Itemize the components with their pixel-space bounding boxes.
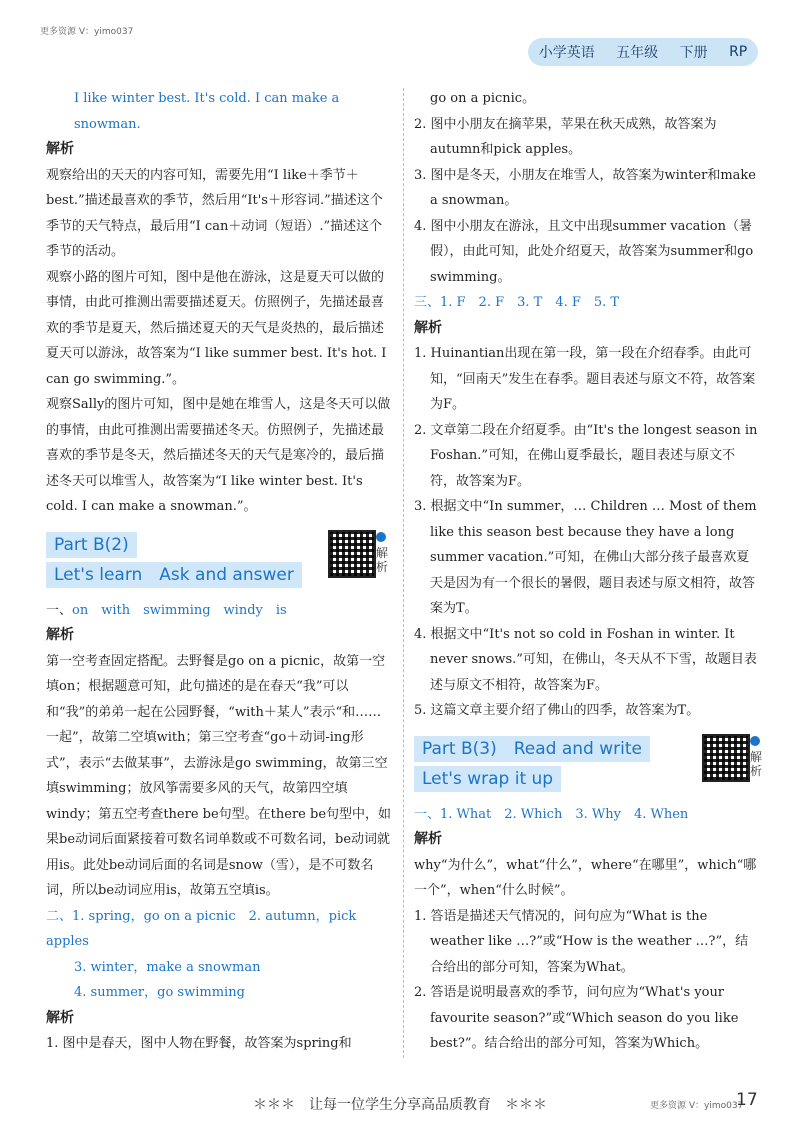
left-column [46,86,392,1057]
section-title: Part B(2) [46,532,137,558]
section-title-b3: Part B(3) Read and write [414,736,650,762]
tag-volume: 下册 [679,45,708,61]
answer-explanation-2: 2. 图中小朋友在摘苹果，苹果在秋天成熟，故答案为autumn和pick apples。 [414,116,717,157]
answer-section-3: 三、1. F 2. F 3. T 4. F 5. T [414,295,620,310]
answer-section-2-line-3: 4. summer，go swimming [74,985,245,1000]
answer-section-4: 一、1. What 2. Which 3. Why 4. When [414,806,689,822]
answer-prefix: 一、 [46,602,73,618]
analysis-paragraph-4: 第一空考查固定搭配。去野餐是go on a picnic，故第一空填on；根据题意可知，此句描述的是在春天“我”可以和“我”的弟弟一起在公园野餐，“with＋某人”表示“和……一起”，故第二空填with；第三空考查“go＋动词-ing形式”，表示“去做某事”，去游泳是go swimming，故第三空填swimming；放风筝需要多风的天气，故第四空填windy；第五空考查there be句型。在there be句型中，如果be动词后面紧接着可数名词单数或不可数名词，be动词就用is。此处be动词后面的名词是snow（雪），是不可数名词，所以be动词应用is，故第五空填is。 [46,653,392,898]
analysis-label-2: 解析 [46,627,74,643]
answer-section-2-line-1: 二、1. spring，go on a picnic 2. autumn，pick apples [46,908,357,949]
analysis-paragraph-3: 观察Sally的图片可知，图中是她在堆雪人，这是冬天可以做的事情，由此可推测出需要描述冬天。仿照例子，先描述最喜欢的季节是冬天，然后描述冬天的天气是寒冷的，最后描述冬天可以堆雪人，故答案为“I like winter best. It's cold. I can make a snowman.”。 [46,397,391,514]
column-divider [403,88,404,1058]
analysis-paragraph-1: 观察给出的天天的内容可知，需要先用“I like＋季节＋best.”描述最喜欢的季节，然后用“It's＋形容词.”描述这个季节的天气特点，最后用“I can＋动词（短语）.”描述这个季节的活动。 [46,167,383,259]
reading-explanation-1: 1. Huinantian出现在第一段，第一段在介绍春季。由此可知，“回南天”发生在春季。题目表述与原文不符，故答案为F。 [414,346,756,412]
subject-tag-bar [528,38,758,66]
answer-explanation-4: 4. 图中小朋友在游泳，且文中出现summer vacation（暑假），由此可知，此处介绍夏天，故答案为summer和go swimming。 [414,218,754,285]
qr-code-icon[interactable] [328,530,376,578]
play-icon [750,736,760,746]
intro-line-1: I like winter best. It's cold. I can make a [74,91,340,106]
question-explanation-2: 2. 答语是说明最喜欢的季节，问句应为“What's your favourite season?”或“Which season do you like best?”。结合给出的部分可知，答案为Which。 [414,985,739,1051]
analysis-label-3: 解析 [46,1009,74,1026]
question-explanation-1: 1. 答语是描述天气情况的，问句应为“What is the weather like …?”或“How is the weather …?”，结合给出的部分可知，答案为What。 [414,908,749,975]
reading-explanation-2: 2. 文章第二段在介绍夏季。由“It's the longest season in Foshan.”可知，在佛山夏季最长，题目表述与原文不符，故答案为F。 [414,422,758,489]
analysis-label-4: 解析 [414,319,442,336]
analysis-label: 解析 [46,141,74,157]
answer-list-1: on with swimming windy is [72,602,287,618]
reading-explanation-3: 3. 根据文中“In summer，… Children … Most of them like this season best because they have a long summer vacation.”可知，在佛山大部分孩子最喜欢夏天是因为有一个很长的暑假，题目表述与原文相符，故答案为T。 [414,499,757,616]
reading-explanation-5: 5. 这篇文章主要介绍了佛山的四季，故答案为T。 [414,703,700,718]
section-subtitle: Let's learn Ask and answer [46,562,302,588]
qr-label: 解析 [376,545,389,574]
section-header-part-b2 [46,526,392,592]
intro-line-2: snowman. [74,116,141,132]
resource-note: 更多资源 V：yimo037 [40,27,134,37]
tag-subject: 小学英语 [538,45,595,61]
footer-slogan: ＊＊＊ 让每一位学生分享高品质教育 ＊＊＊ [253,1097,547,1113]
analysis-label-5: 解析 [414,831,442,847]
page-number: 17 [736,1090,758,1110]
reading-explanation-4: 4. 根据文中“It's not so cold in Foshan in winter. It never snows.”可知，在佛山，冬天从不下雪，故题目表述与原文不相符，故答案为F。 [414,626,757,693]
continuation-line: go on a picnic。 [430,91,536,106]
tag-grade: 五年级 [616,45,659,61]
answer-explanation-3: 3. 图中是冬天，小朋友在堆雪人，故答案为winter和make a snowman。 [414,167,756,208]
analysis-paragraph-5: 1. 图中是春天，图中人物在野餐，故答案为spring和 [46,1036,352,1051]
play-icon [376,532,386,542]
section-subtitle-b3: Let's wrap it up [414,766,561,792]
qr-code-icon[interactable] [702,734,750,782]
section-header-part-b3 [414,730,763,796]
footer-resource-note: 更多资源 V：yimo037 [650,1101,744,1111]
answer-section-1 [46,598,392,624]
word-meanings: why“为什么”，what“什么”，where“在哪里”，which“哪一个”，when“什么时候”。 [414,857,757,898]
tag-edition: RP [729,44,748,60]
analysis-paragraph-2: 观察小路的图片可知，图中是他在游泳，这是夏天可以做的事情，由此可推测出需要描述夏天。仿照例子，先描述最喜欢的季节是夏天，然后描述夏天的天气是炎热的，最后描述夏天可以游泳，故答案为“I like summer best. It's hot. I can go swimming.”。 [46,269,387,387]
qr-label-b3: 解析 [750,749,763,778]
answer-section-2-line-2: 3. winter，make a snowman [74,959,261,975]
right-column [414,86,763,1057]
